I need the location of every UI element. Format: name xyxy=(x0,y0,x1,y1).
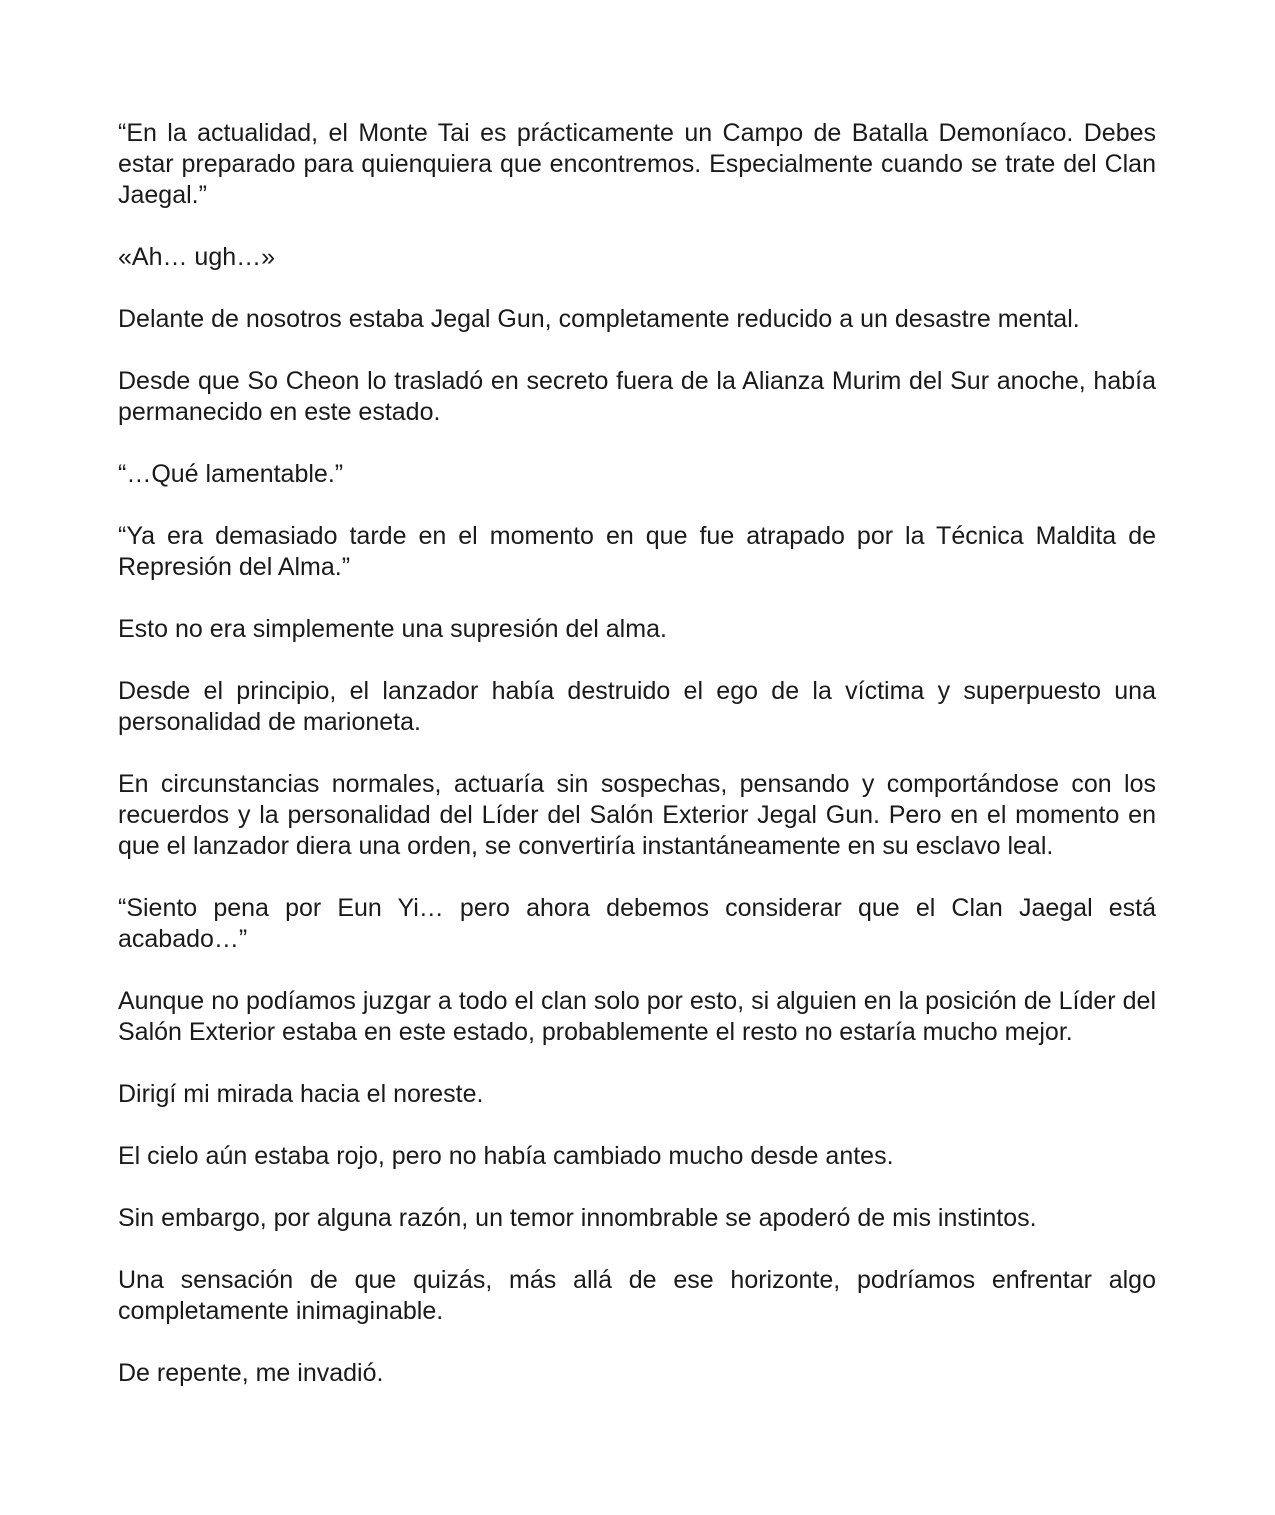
paragraph-4: Desde que So Cheon lo trasladó en secreto fuera de la Alianza Murim del Sur anoche, había permanecido en este estado. xyxy=(118,367,1156,426)
paragraph-1: “En la actualidad, el Monte Tai es prácticamente un Campo de Batalla Demoníaco. Debes estar preparado para quienquiera que encontremos. Especialmente cuando se trate del Clan Jaegal.” xyxy=(118,119,1156,209)
paragraph-3: Delante de nosotros estaba Jegal Gun, completamente reducido a un desastre mental. xyxy=(118,305,1080,333)
paragraph-12: Dirigí mi mirada hacia el noreste. xyxy=(118,1080,484,1108)
paragraph-5: “…Qué lamentable.” xyxy=(118,460,344,488)
paragraph-16: De repente, me invadió. xyxy=(118,1359,384,1387)
paragraph-15: Una sensación de que quizás, más allá de ese horizonte, podríamos enfrentar algo completamente inimaginable. xyxy=(118,1266,1156,1325)
paragraph-7: Esto no era simplemente una supresión del alma. xyxy=(118,615,667,643)
paragraph-13: El cielo aún estaba rojo, pero no había cambiado mucho desde antes. xyxy=(118,1142,894,1170)
paragraph-8: Desde el principio, el lanzador había destruido el ego de la víctima y superpuesto una personalidad de marioneta. xyxy=(118,677,1156,736)
paragraph-11: Aunque no podíamos juzgar a todo el clan solo por esto, si alguien en la posición de Líder del Salón Exterior estaba en este estado, probablemente el resto no estaría mucho mejor. xyxy=(118,987,1156,1046)
paragraph-6: “Ya era demasiado tarde en el momento en que fue atrapado por la Técnica Maldita de Represión del Alma.” xyxy=(118,522,1156,581)
paragraph-9: En circunstancias normales, actuaría sin sospechas, pensando y comportándose con los recuerdos y la personalidad del Líder del Salón Exterior Jegal Gun. Pero en el momento en que el lanzador diera una orden, se convertiría instantáneamente en su esclavo leal. xyxy=(118,770,1156,860)
paragraph-2: «Ah… ugh…» xyxy=(118,243,276,271)
paragraph-10: “Siento pena por Eun Yi… pero ahora debemos considerar que el Clan Jaegal está acabado…” xyxy=(118,894,1156,953)
paragraph-14: Sin embargo, por alguna razón, un temor innombrable se apoderó de mis instintos. xyxy=(118,1204,1037,1232)
document-page xyxy=(118,118,1156,1420)
